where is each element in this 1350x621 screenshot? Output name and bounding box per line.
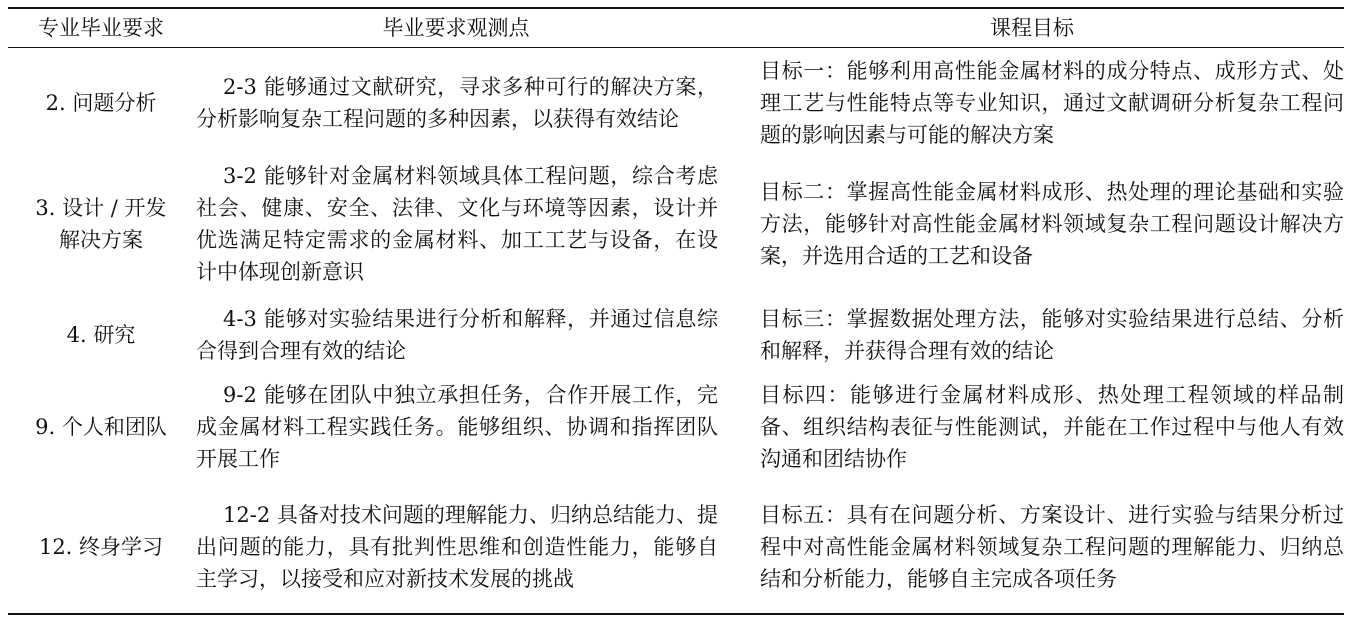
objective-cell <box>760 54 1344 152</box>
objective-text: 目标四：能够进行金属材料成形、热处理工程领域的样品制备、组织结构表征与性能测试，并能在工作过程中与他人有效沟通和团结协作 <box>760 383 1344 471</box>
objective-cell <box>760 158 1344 290</box>
requirement-cell <box>8 54 194 152</box>
objective-cell <box>760 378 1344 476</box>
table-row <box>8 482 1344 612</box>
requirement-cell <box>8 378 194 476</box>
table-row <box>8 378 1344 476</box>
indicator-text: 4-3 能够对实验结果进行分析和解释，并通过信息综合得到合理有效的结论 <box>196 307 718 363</box>
indicator-cell <box>196 54 718 152</box>
indicator-text: 9-2 能够在团队中独立承担任务，合作开展工作，完成金属材料工程实践任务。能够组织、协调和指挥团队开展工作 <box>196 383 718 471</box>
table-row <box>8 302 1344 368</box>
indicator-cell <box>196 302 718 368</box>
table-row <box>8 158 1344 290</box>
indicator-text: 3-2 能够针对金属材料领域具体工程问题，综合考虑社会、健康、安全、法律、文化与环境等因素，设计并优选满足特定需求的金属材料、加工工艺与设备，在设计中体现创新意识 <box>196 164 718 284</box>
indicator-cell <box>196 378 718 476</box>
requirement-cell <box>8 302 194 368</box>
requirement-text: 9. 个人和团队 <box>35 415 167 439</box>
requirement-cell <box>8 482 194 612</box>
indicator-text: 12-2 具备对技术问题的理解能力、归纳总结能力、提出问题的能力，具有批判性思维和创造性能力，能够自主学习，以接受和应对新技术发展的挑战 <box>196 503 718 591</box>
objective-text: 目标二：掌握高性能金属材料成形、热处理的理论基础和实验方法，能够针对高性能金属材料领域复杂工程问题设计解决方案，并选用合适的工艺和设备 <box>760 180 1344 268</box>
table-top-rule <box>8 7 1344 9</box>
table-bottom-rule <box>8 613 1344 615</box>
requirement-text: 3. 设计 / 开发解决方案 <box>35 196 167 252</box>
requirement-text: 4. 研究 <box>66 323 136 347</box>
header-requirement: 专业毕业要求 <box>38 16 164 40</box>
objective-cell <box>760 482 1344 612</box>
objective-text: 目标五：具有在问题分析、方案设计、进行实验与结果分析过程中对高性能金属材料领域复杂工程问题的理解能力、归纳总结和分析能力，能够自主完成各项任务 <box>760 503 1344 591</box>
indicator-cell <box>196 482 718 612</box>
requirement-cell <box>8 158 194 290</box>
header-indicator: 毕业要求观测点 <box>382 16 530 40</box>
indicator-text: 2-3 能够通过文献研究，寻求多种可行的解决方案，分析影响复杂工程问题的多种因素，以获得有效结论 <box>196 75 718 131</box>
requirement-text: 2. 问题分析 <box>45 91 157 115</box>
objective-text: 目标一：能够利用高性能金属材料的成分特点、成形方式、处理工艺与性能特点等专业知识，通过文献调研分析复杂工程问题的影响因素与可能的解决方案 <box>760 59 1344 147</box>
table-header-rule <box>8 47 1344 48</box>
requirement-text: 12. 终身学习 <box>38 535 164 559</box>
table-row <box>8 54 1344 152</box>
header-objective: 课程目标 <box>990 16 1074 40</box>
objective-cell <box>760 302 1344 368</box>
objective-text: 目标三：掌握数据处理方法，能够对实验结果进行总结、分析和解释，并获得合理有效的结论 <box>760 307 1344 363</box>
indicator-cell <box>196 158 718 290</box>
